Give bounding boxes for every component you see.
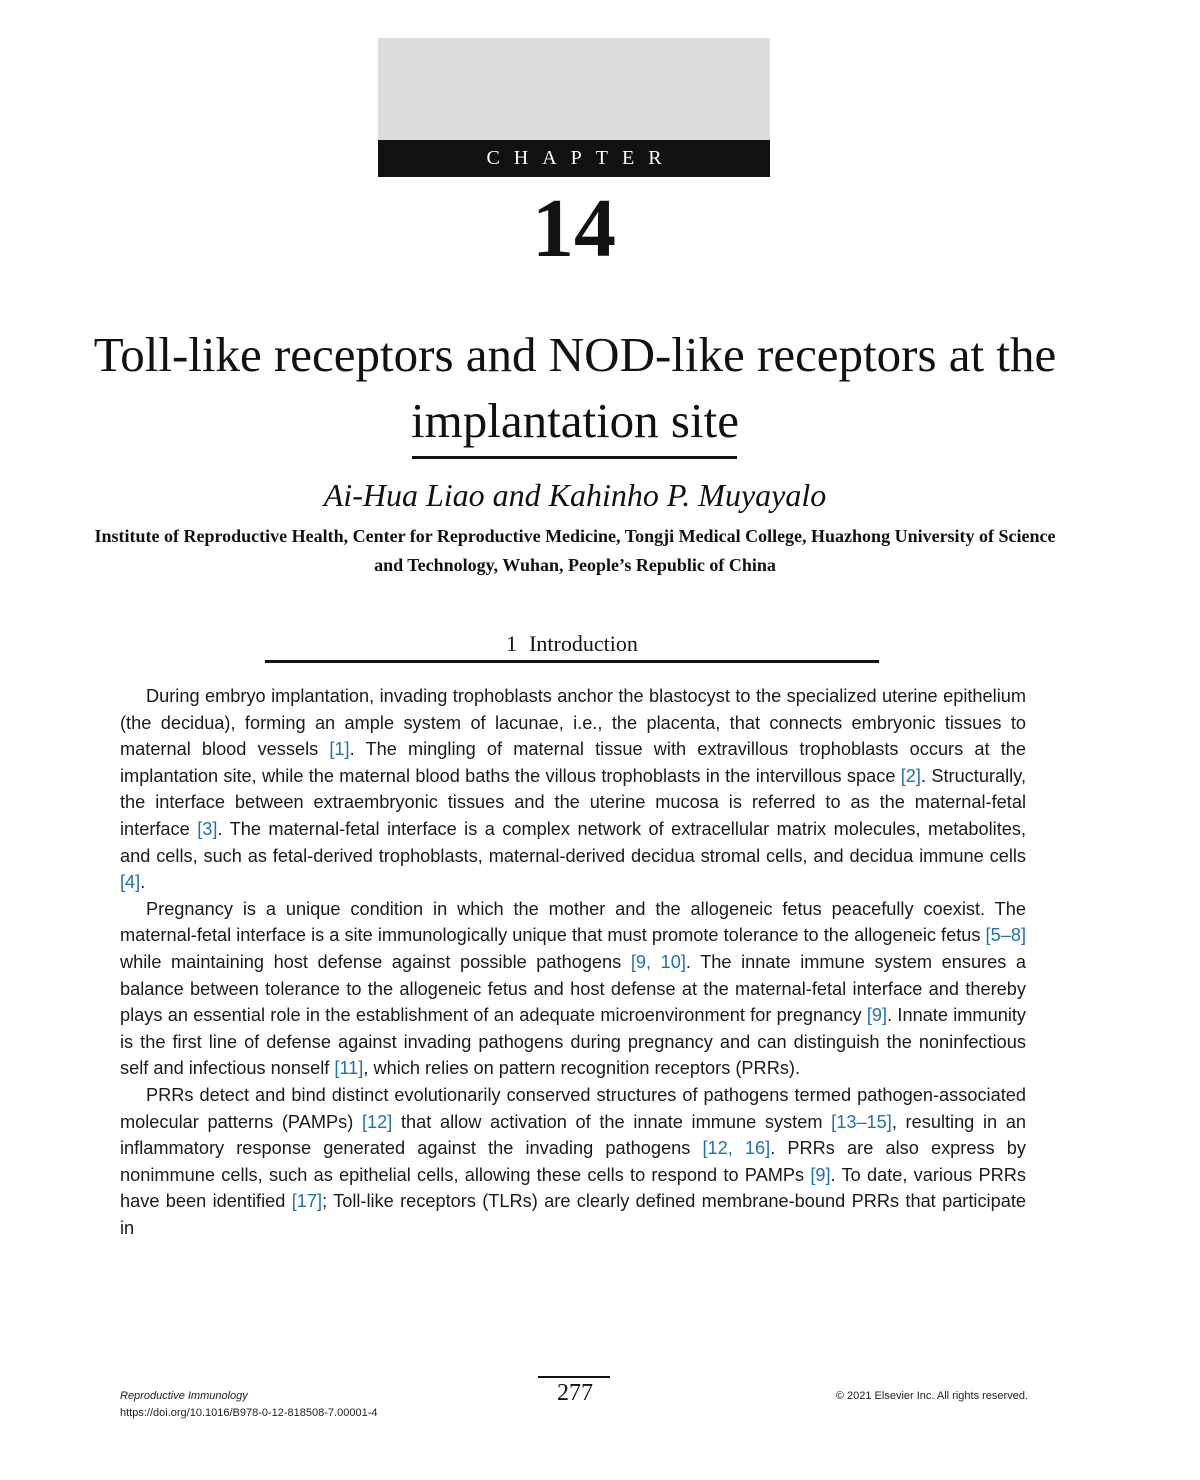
chapter-label: CHAPTER (378, 140, 770, 177)
page-number: 277 (557, 1380, 593, 1406)
book-title: Reproductive Immunology (120, 1390, 248, 1402)
section-divider (265, 660, 879, 663)
chapter-number: 14 (532, 182, 616, 275)
citation-link[interactable]: [11] (334, 1058, 364, 1079)
paragraph-text: PRRs detect and bind distinct evolutionarily conserved structures of pathogens termed pathogen-associated molecular patterns (PAMPs) (120, 1084, 1026, 1132)
paragraph-text: ; Toll-like receptors (TLRs) are clearly defined membrane-bound PRRs that participate in (120, 1191, 1026, 1238)
citation-link[interactable]: [9] (866, 1005, 888, 1026)
copyright: © 2021 Elsevier Inc. All rights reserved. (835, 1390, 1028, 1402)
title-divider (412, 456, 737, 459)
citation-link[interactable]: [17] (291, 1191, 323, 1212)
citation-link[interactable]: [9, 10] (630, 951, 686, 972)
paragraph-text: During embryo implantation, invading trophoblasts anchor the blastocyst to the specialized uterine epithelium (the decidua), forming an ample system of lacunae, i.e., the placenta, that connects embryonic tissues to maternal blood vessels (120, 686, 1026, 760)
citation-link[interactable]: [5–8] (985, 925, 1026, 946)
chapter-header-box (378, 38, 770, 140)
citation-link[interactable]: [3] (197, 818, 218, 839)
section-number: 1 (506, 631, 518, 656)
paragraph-1 (120, 683, 1026, 896)
paragraph-2 (120, 896, 1026, 1082)
paragraph-text: . The mingling of maternal tissue with extravillous trophoblasts occurs at the implantation site, while the maternal blood baths the villous trophoblasts in the intervillous space (120, 739, 1026, 786)
paragraph-text: . The maternal-fetal interface is a complex network of extracellular matrix molecules, metabolites, and cells, such as fetal-derived trophoblasts, maternal-derived decidua stromal cells, and decidua immune cells (120, 818, 1027, 866)
paragraph-text: that allow activation of the innate immune system (392, 1111, 832, 1132)
section-heading (265, 628, 879, 660)
citation-link[interactable]: [2] (900, 765, 921, 786)
paragraph-text: , which relies on pattern recognition receptors (PRRs). (363, 1058, 801, 1079)
footer-left (120, 1388, 377, 1422)
section-title: Introduction (529, 631, 638, 656)
paragraph-text: . (140, 872, 146, 893)
paragraph-text: while maintaining host defense against possible pathogens (120, 951, 631, 972)
paragraph-text: , resulting in an inflammatory response generated against the invading pathogens (120, 1111, 1027, 1159)
authors: Ai-Hua Liao and Kahinho P. Muyayalo (323, 477, 827, 513)
citation-link[interactable]: [12] (361, 1111, 393, 1132)
paragraph-text: Pregnancy is a unique condition in which the mother and the allogeneic fetus peacefully coexist. The maternal-fetal interface is a site immunologically unique that must promote tolerance to the allogeneic fetus (120, 898, 1026, 946)
paragraph-text: . Innate immunity is the first line of defense against invading pathogens during pregnancy and can distinguish the noninfectious self and infectious nonself (120, 1005, 1027, 1079)
citation-link[interactable]: [13–15] (831, 1111, 892, 1132)
doi-link[interactable]: https://doi.org/10.1016/B978-0-12-818508-7.00001-4 (120, 1407, 378, 1419)
affiliation: Institute of Reproductive Health, Center for Reproductive Medicine, Tongji Medical College, Huazhong University of Science and Technology, Wuhan, People’s Republic of China (94, 526, 1056, 575)
citation-link[interactable]: [4] (120, 872, 141, 893)
paragraph-text: . To date, various PRRs have been identified (120, 1164, 1027, 1212)
citation-link[interactable]: [9] (810, 1164, 831, 1185)
chapter-title: Toll-like receptors and NOD-like receptors at the implantation site (93, 327, 1057, 448)
body-text (120, 683, 1026, 1241)
citation-link[interactable]: [1] (329, 739, 350, 760)
paragraph-text: . The innate immune system ensures a balance between tolerance to the allogeneic fetus and host defense at the maternal-fetal interface and thereby plays an essential role in the establishment of an adequate microenvironment for pregnancy (120, 951, 1027, 1026)
paragraph-text: . Structurally, the interface between extraembryonic tissues and the uterine mucosa is referred to as the maternal-fetal interface (120, 765, 1026, 839)
citation-link[interactable]: [12, 16] (702, 1138, 771, 1159)
paragraph-text: . PRRs are also express by nonimmune cells, such as epithelial cells, allowing these cells to respond to PAMPs (120, 1138, 1026, 1185)
paragraph-3 (120, 1082, 1026, 1242)
